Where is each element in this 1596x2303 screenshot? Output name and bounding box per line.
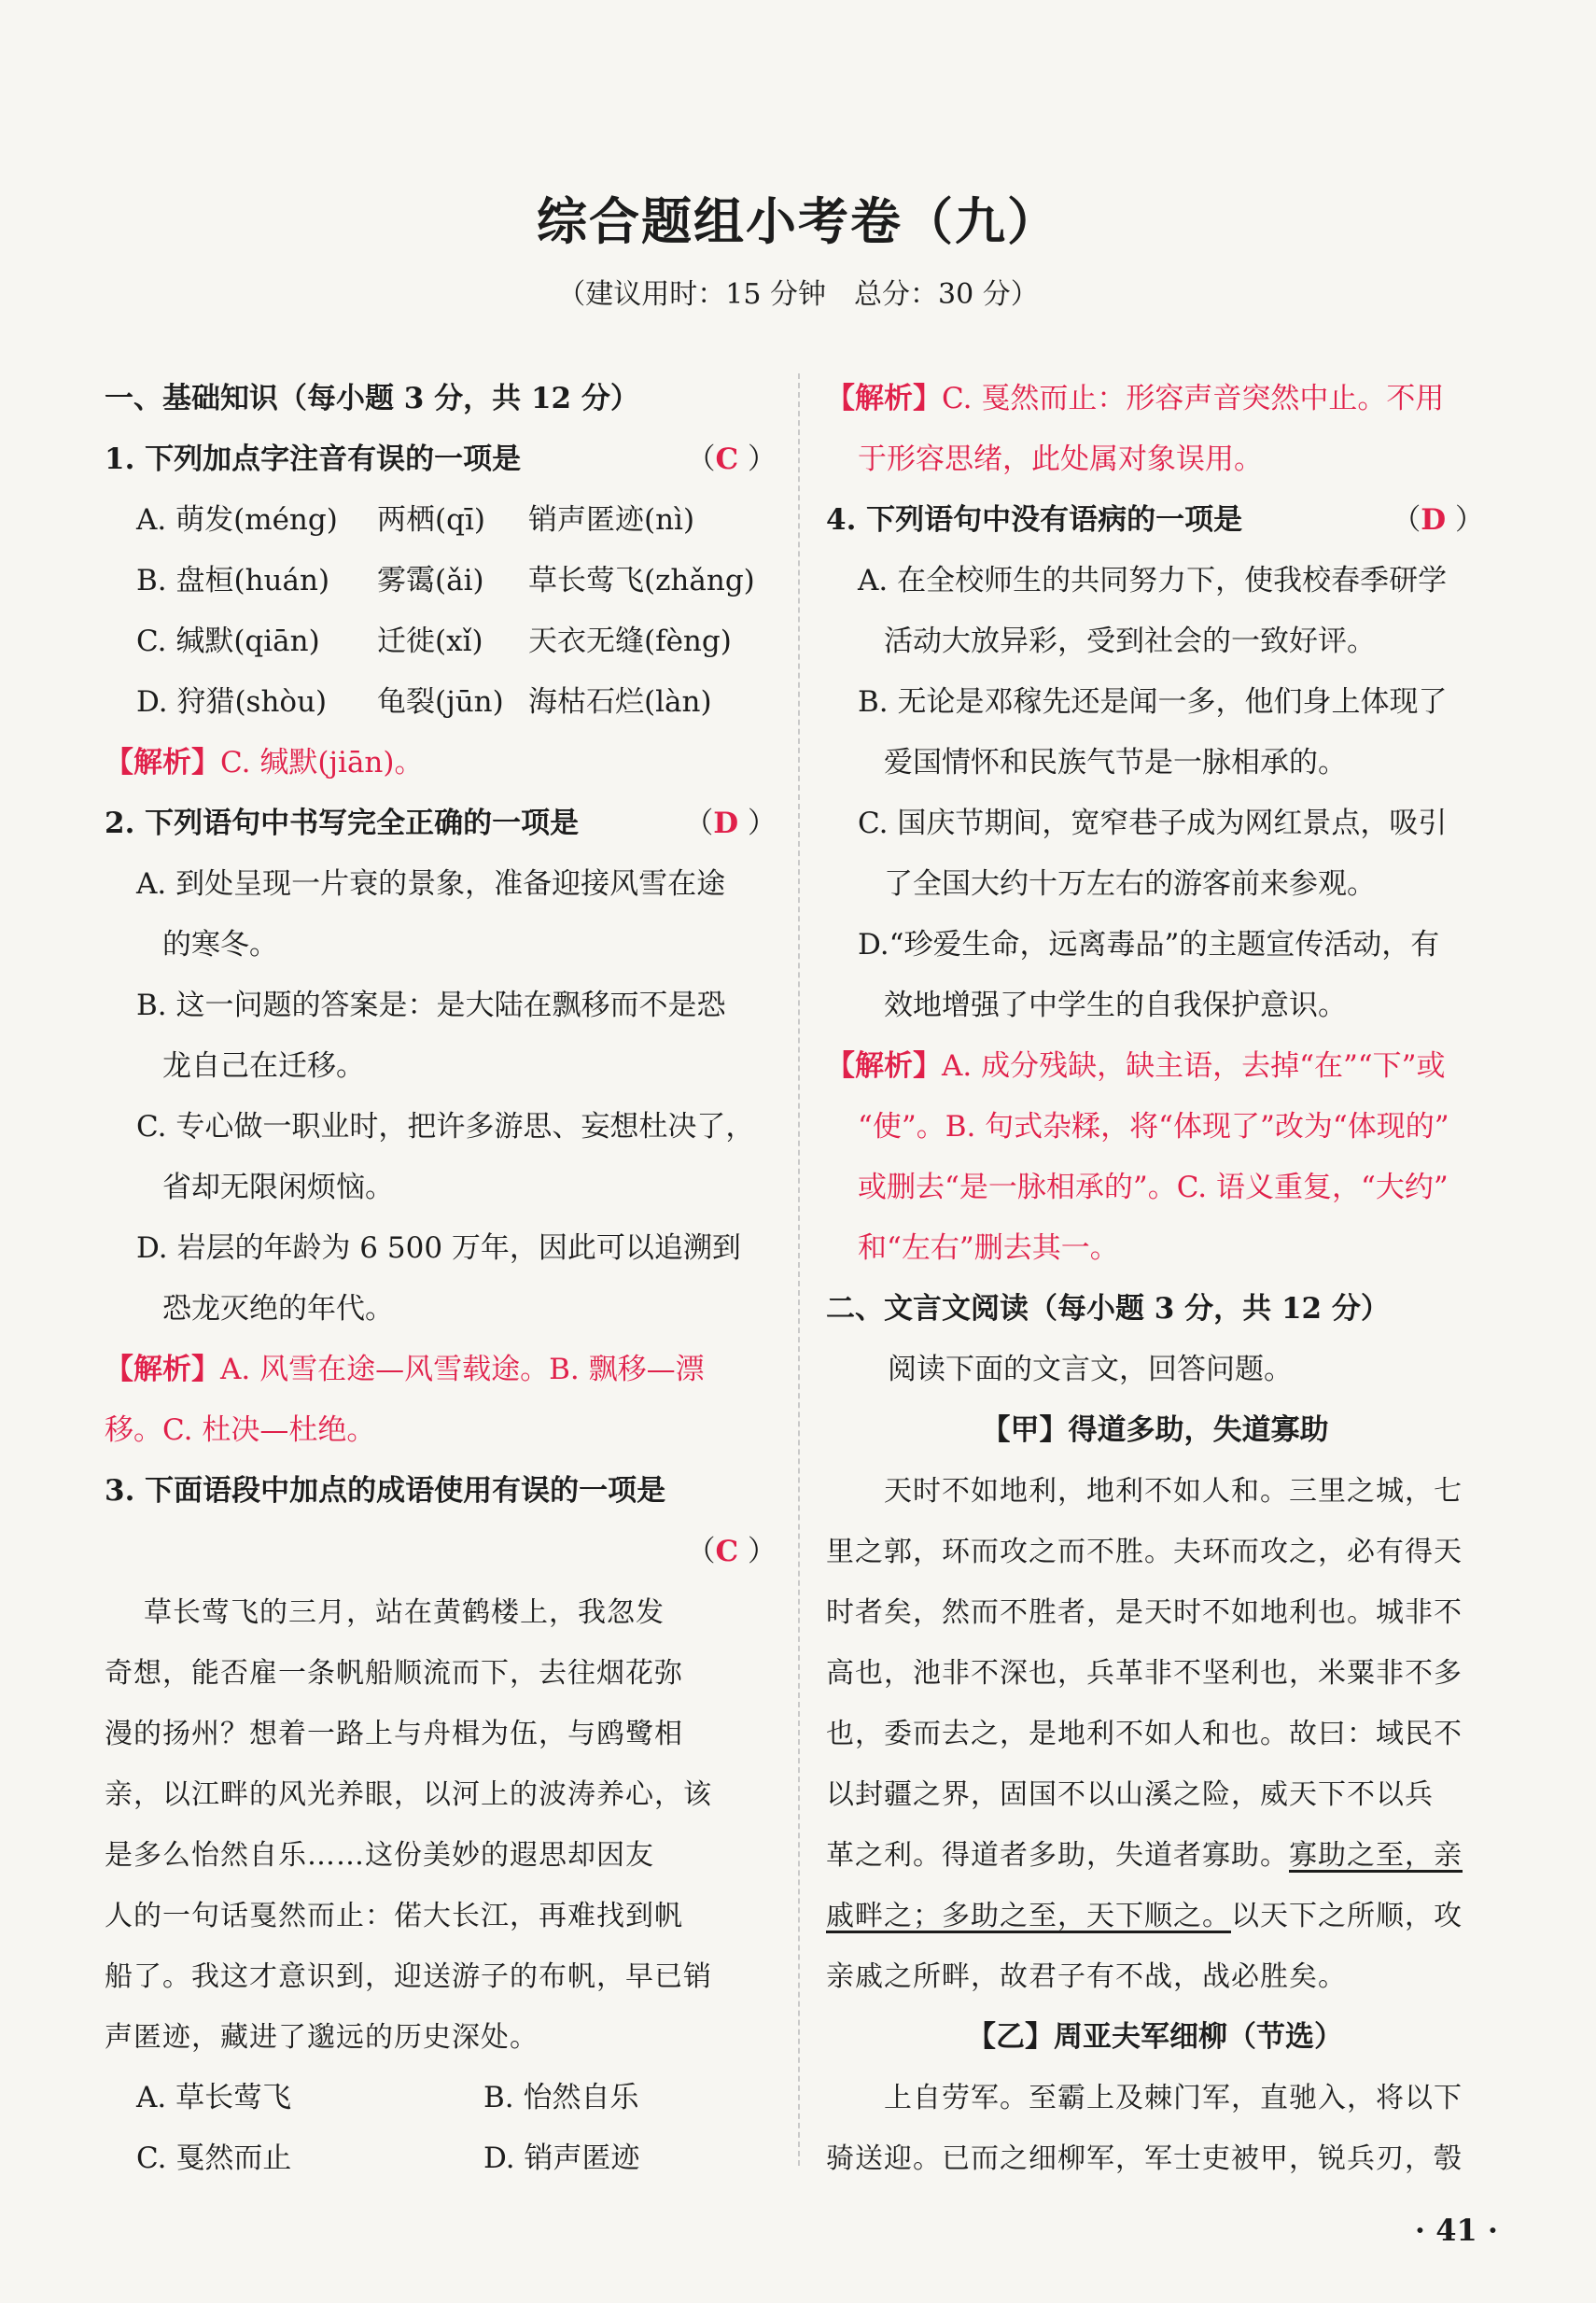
q2-paren-open: （ bbox=[684, 807, 714, 840]
q3-option-c: C. 戛然而止 bbox=[136, 2142, 292, 2175]
q4-analysis-cont: 和“左右”删去其一。 bbox=[858, 1231, 1119, 1265]
q2-option-d: D. 岩层的年龄为 6 500 万年，因此可以追溯到 bbox=[136, 1231, 741, 1265]
reading-instruction: 阅读下面的文言文，回答问题。 bbox=[888, 1353, 1293, 1386]
right-column bbox=[826, 369, 1484, 2189]
q2-answer-box bbox=[684, 793, 777, 854]
q3-option-d: D. 销声匿迹 bbox=[483, 2142, 640, 2175]
q4-analysis-text: A. 成分残缺，缺主语，去掉“在”“下”或 bbox=[942, 1049, 1446, 1083]
q1-stem bbox=[105, 429, 777, 490]
q2-paren-close: ） bbox=[748, 807, 777, 840]
jia-after-underline: 以天下之所顺，攻 bbox=[1231, 1900, 1463, 1932]
q1-row-c bbox=[105, 611, 777, 672]
q3-option-a: A. 草长莺飞 bbox=[136, 2081, 292, 2114]
section1-heading: 一、基础知识（每小题 3 分，共 12 分） bbox=[105, 382, 639, 415]
q4-stem-text: 4. 下列语句中没有语病的一项是 bbox=[826, 503, 1243, 537]
q1-paren-close: ） bbox=[748, 442, 777, 476]
page-number: · 41 · bbox=[1414, 2212, 1498, 2248]
page-title: 综合题组小考卷（九） bbox=[537, 191, 1059, 251]
q3-passage-line: 漫的扬州？想着一路上与舟楫为伍，与鸥鹭相 bbox=[105, 1718, 683, 1750]
q3-option-b: B. 怡然自乐 bbox=[483, 2081, 639, 2114]
q1-b-3: 草长莺飞(zhǎng) bbox=[528, 564, 755, 597]
q4-stem bbox=[826, 490, 1484, 551]
q2-analysis-tag: 【解析】 bbox=[105, 1353, 220, 1386]
q2-option-d-cont: 恐龙灭绝的年代。 bbox=[162, 1292, 394, 1326]
q4-option-a-cont: 活动大放异彩，受到社会的一致好评。 bbox=[884, 625, 1376, 658]
q1-analysis bbox=[105, 733, 777, 793]
jia-line bbox=[826, 1886, 1484, 1946]
q2-option-a-cont: 的寒冬。 bbox=[162, 928, 278, 962]
passage-yi-title: 【乙】周亚夫军细柳（节选） bbox=[967, 2020, 1343, 2054]
q4-analysis-cont: 或删去“是一脉相承的”。C. 语义重复，“大约” bbox=[858, 1171, 1449, 1204]
q4-answer: D bbox=[1421, 503, 1447, 537]
q1-stem-text: 1. 下列加点字注音有误的一项是 bbox=[105, 442, 522, 476]
yi-line: 上自劳军。至霸上及棘门军，直驰入，将以下 bbox=[884, 2082, 1463, 2114]
q4-analysis bbox=[826, 1036, 1484, 1097]
q3-analysis-text: C. 戛然而止：形容声音突然中止。不用 bbox=[942, 382, 1445, 415]
q2-answer: D bbox=[713, 807, 739, 840]
q3-analysis-tag: 【解析】 bbox=[826, 382, 942, 415]
q1-d-2: 龟裂(jūn) bbox=[377, 685, 504, 719]
q1-a-2: 两栖(qī) bbox=[377, 503, 485, 537]
q1-row-d bbox=[105, 672, 777, 733]
q3-options-cd bbox=[105, 2128, 777, 2189]
q2-analysis bbox=[105, 1340, 777, 1400]
q3-answer-line bbox=[105, 1522, 777, 1582]
q4-analysis-cont: “使”。B. 句式杂糅，将“体现了”改为“体现的” bbox=[858, 1110, 1449, 1144]
q1-b-2: 雾霭(ǎi) bbox=[377, 564, 484, 597]
q3-options-ab bbox=[105, 2068, 777, 2128]
q2-stem bbox=[105, 793, 777, 854]
jia-line: 也，委而去之，是地利不如人和也。故曰：域民不 bbox=[826, 1718, 1463, 1750]
q4-analysis-tag: 【解析】 bbox=[826, 1049, 942, 1083]
q2-option-b: B. 这一问题的答案是：是大陆在飘移而不是恐 bbox=[136, 989, 726, 1022]
q3-answer-box bbox=[686, 1522, 777, 1582]
q1-c-2: 迁徙(xǐ) bbox=[377, 625, 483, 658]
q2-option-b-cont: 龙自己在迁移。 bbox=[162, 1049, 365, 1083]
q3-passage-line: 声匿迹，藏进了邈远的历史深处。 bbox=[105, 2021, 539, 2054]
q4-paren-close: ） bbox=[1455, 503, 1484, 537]
q4-option-b-cont: 爱国情怀和民族气节是一脉相承的。 bbox=[884, 746, 1347, 779]
q1-row-b bbox=[105, 551, 777, 611]
jia-line-text: 革之利。得道者多助，失道者寡助。 bbox=[826, 1839, 1289, 1872]
q2-option-c: C. 专心做一职业时，把许多游思、妄想杜决了， bbox=[136, 1110, 755, 1144]
q1-d-3: 海枯石烂(làn) bbox=[528, 685, 712, 719]
q3-passage-line: 草长莺飞的三月，站在黄鹤楼上，我忽发 bbox=[144, 1596, 665, 1629]
left-column bbox=[105, 369, 777, 2189]
yi-line: 骑送迎。已而之细柳军，军士吏被甲，锐兵刃，彀 bbox=[826, 2142, 1463, 2175]
jia-line: 天时不如地利，地利不如人和。三里之城，七 bbox=[884, 1475, 1463, 1508]
column-divider bbox=[798, 373, 800, 2166]
q1-paren-open: （ bbox=[686, 442, 716, 476]
q4-option-d-cont: 效地增强了中学生的自我保护意识。 bbox=[884, 989, 1347, 1022]
q1-row-a bbox=[105, 490, 777, 551]
section2-heading: 二、文言文阅读（每小题 3 分，共 12 分） bbox=[826, 1292, 1390, 1326]
q2-option-a: A. 到处呈现一片衰的景象，准备迎接风雪在途 bbox=[136, 867, 726, 901]
page-subtitle: （建议用时：15 分钟 总分：30 分） bbox=[557, 278, 1039, 311]
q4-paren-open: （ bbox=[1392, 503, 1421, 537]
q3-passage-line: 人的一句话戛然而止：偌大长江，再难找到帆 bbox=[105, 1900, 683, 1932]
q1-a-1: A. 萌发(méng) bbox=[136, 503, 338, 537]
jia-line bbox=[826, 1825, 1484, 1886]
q2-option-c-cont: 省却无限闲烦恼。 bbox=[162, 1171, 394, 1204]
q3-answer: C bbox=[715, 1535, 739, 1568]
jia-line: 里之郭，环而攻之而不胜。夫环而攻之，必有得天 bbox=[826, 1536, 1463, 1568]
q1-c-3: 天衣无缝(fèng) bbox=[528, 625, 732, 658]
q3-paren-close: ） bbox=[748, 1535, 777, 1568]
jia-line: 亲戚之所畔，故君子有不战，战必胜矣。 bbox=[826, 1960, 1347, 1993]
q3-passage-line: 船了。我这才意识到，迎送游子的布帆，早已销 bbox=[105, 1960, 712, 1993]
q1-analysis-text: C. 缄默(jiān)。 bbox=[220, 746, 424, 779]
jia-underlined-1: 寡助之至，亲 bbox=[1289, 1839, 1463, 1872]
q3-stem: 3. 下面语段中加点的成语使用有误的一项是 bbox=[105, 1474, 666, 1508]
q3-passage-line: 亲，以江畔的风光养眼，以河上的波涛养心，该 bbox=[105, 1778, 712, 1811]
q3-analysis-cont: 于形容思绪，此处属对象误用。 bbox=[858, 442, 1263, 476]
q1-analysis-tag: 【解析】 bbox=[105, 746, 220, 779]
q4-answer-box bbox=[1392, 490, 1484, 551]
q2-analysis-text: A. 风雪在途—风雪载途。B. 飘移—漂 bbox=[220, 1353, 705, 1386]
passage-jia-title: 【甲】得道多助，失道寡助 bbox=[981, 1413, 1329, 1447]
q4-option-a: A. 在全校师生的共同努力下，使我校春季研学 bbox=[858, 564, 1448, 597]
jia-line: 高也，池非不深也，兵革非不坚利也，米粟非不多 bbox=[826, 1657, 1463, 1690]
q1-d-1: D. 狩猎(shòu) bbox=[136, 685, 328, 719]
q3-passage-line: 奇想，能否雇一条帆船顺流而下，去往烟花弥 bbox=[105, 1657, 683, 1690]
jia-line: 时者矣，然而不胜者，是天时不如地利也。城非不 bbox=[826, 1596, 1463, 1629]
q2-analysis-cont: 移。C. 杜决—杜绝。 bbox=[105, 1413, 376, 1447]
q3-paren-open: （ bbox=[686, 1535, 716, 1568]
q4-option-c: C. 国庆节期间，宽窄巷子成为网红景点，吸引 bbox=[858, 807, 1448, 840]
q3-passage-line: 是多么怡然自乐……这份美妙的遐思却因友 bbox=[105, 1839, 654, 1872]
q1-a-3: 销声匿迹(nì) bbox=[528, 503, 695, 537]
jia-line: 以封疆之界，固国不以山溪之险，威天下不以兵 bbox=[826, 1778, 1434, 1811]
q3-analysis bbox=[826, 369, 1484, 429]
q4-option-b: B. 无论是邓稼先还是闻一多，他们身上体现了 bbox=[858, 685, 1448, 719]
q1-answer: C bbox=[715, 442, 739, 476]
jia-underlined-2: 戚畔之；多助之至，天下顺之。 bbox=[826, 1900, 1231, 1932]
q2-stem-text: 2. 下列语句中书写完全正确的一项是 bbox=[105, 807, 580, 840]
q4-option-c-cont: 了全国大约十万左右的游客前来参观。 bbox=[884, 867, 1376, 901]
q4-option-d: D.“珍爱生命，远离毒品”的主题宣传活动，有 bbox=[858, 928, 1440, 962]
q1-answer-box bbox=[686, 429, 777, 490]
q1-c-1: C. 缄默(qiān) bbox=[136, 625, 320, 658]
q1-b-1: B. 盘桓(huán) bbox=[136, 564, 330, 597]
